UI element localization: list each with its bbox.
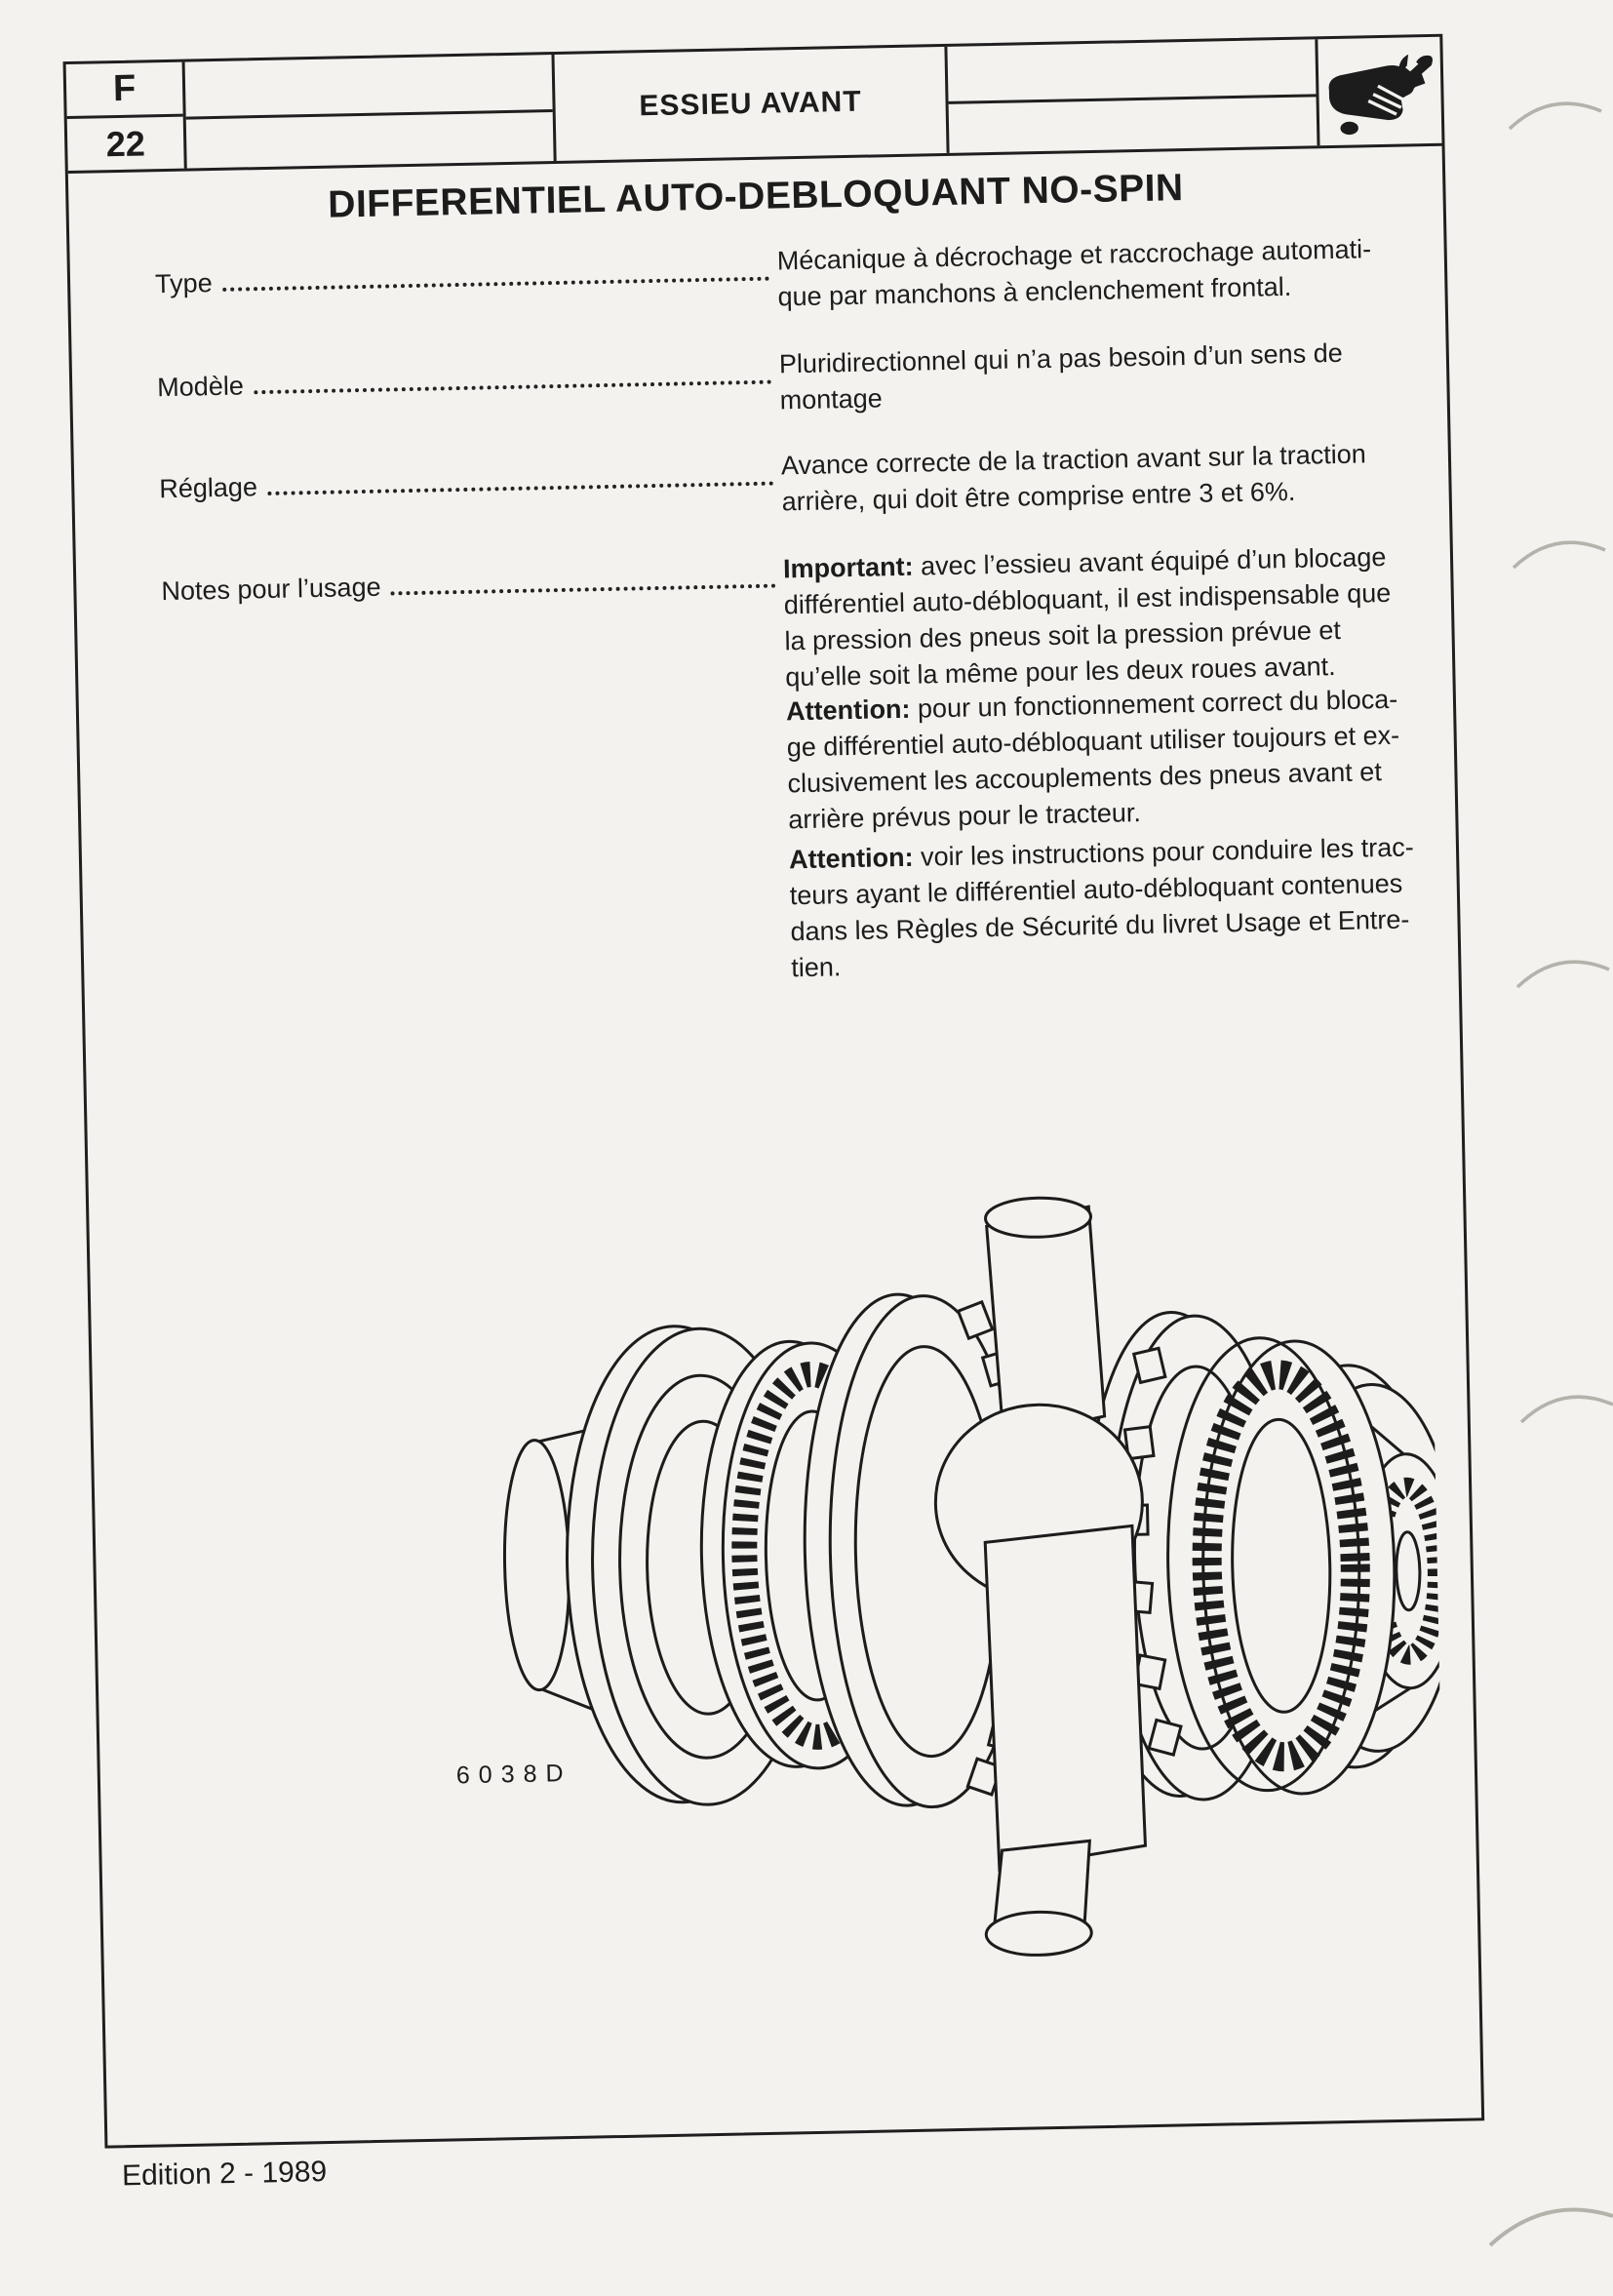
section-letter: F xyxy=(66,62,183,119)
header-icon-cell xyxy=(1318,37,1444,146)
dotted-leader xyxy=(391,584,776,596)
header-empty-cell-right xyxy=(947,39,1319,153)
spec-label-modele: Modèle xyxy=(157,361,771,404)
differential-figure xyxy=(413,1102,1444,1981)
section-title: ESSIEU AVANT xyxy=(639,85,862,122)
hand-wrench-icon xyxy=(1322,45,1439,137)
spec-value-reglage: Avance correcte de la traction avant sur la traction arrière, qui doit être comprise entre 3 et 6%. xyxy=(780,439,1366,517)
spec-value-type: Mécanique à décrochage et raccrochage automati- que par manchons à enclenchement frontal. xyxy=(776,234,1372,312)
figure-code: 6038D xyxy=(455,1759,572,1790)
dotted-leader xyxy=(222,277,769,292)
spec-label-reglage: Réglage xyxy=(159,462,773,505)
no-spin-differential-drawing xyxy=(413,1102,1444,1971)
dotted-leader xyxy=(267,482,773,495)
page-title: DIFFERENTIEL AUTO-DEBLOQUANT NO-SPIN xyxy=(327,167,1185,226)
section-page-cell xyxy=(66,62,187,171)
page-number: 22 xyxy=(105,122,146,164)
page-header xyxy=(66,37,1442,174)
header-section-title-cell xyxy=(554,47,949,161)
dotted-leader xyxy=(254,380,771,395)
spec-value-modele: Pluridirectionnel qui n’a pas besoin d’un sens de montage xyxy=(778,337,1343,416)
note-attention-2: Attention: voir les instructions pour conduire les trac- teurs ayant le différentiel auto-débloquant contenues dans les Règles de Sécurité du livret Usage et Entre- tien. xyxy=(788,832,1414,983)
header-empty-cell-left xyxy=(185,55,557,169)
note-attention-1: Attention: pour un fonctionnement correct du bloca- ge différentiel auto-débloquant utiliser toujours et ex- clusivement les accouplements des pneus avant et arrière prévus pour le tracteur. xyxy=(785,684,1400,835)
edition-footer: Edition 2 - 1989 xyxy=(121,2156,328,2193)
note-important: Important: avec l’essieu avant équipé d’un blocage différentiel auto-débloquant, il est indispensable que la pression des pneus soit la pression prévue et qu’elle soit la même pour les deux roues avant. xyxy=(782,541,1392,693)
spec-label-notes: Notes pour l’usage xyxy=(161,565,775,608)
manual-sheet xyxy=(63,34,1485,2149)
spec-label-type: Type xyxy=(155,257,769,300)
